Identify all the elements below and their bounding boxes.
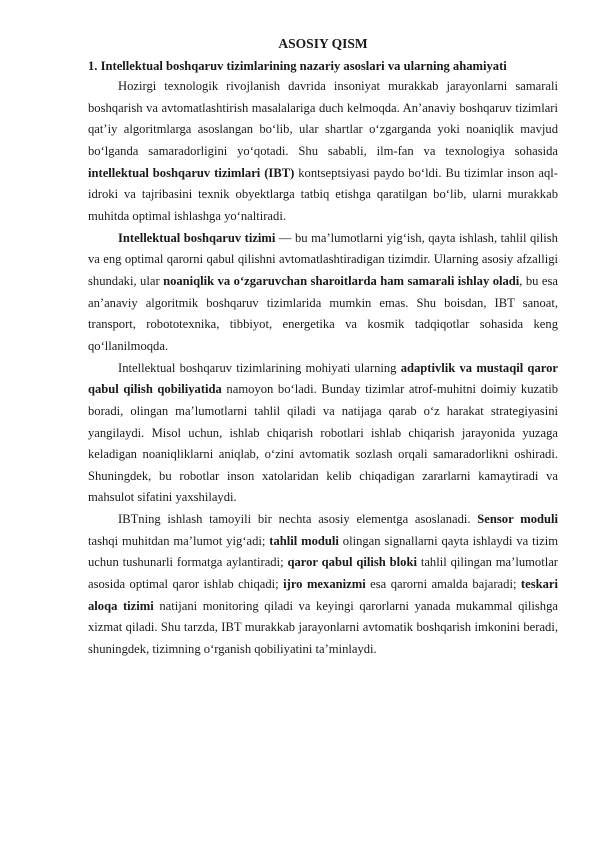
- paragraph-text: Hozirgi texnologik rivojlanish davrida insoniyat murakkab jarayonlarni samarali boshqarish va avtomatlashtirish masalalariga duch kelmoqda. An’anaviy boshqaruv tizimlari qat’iy algoritmlarga asoslangan bo‘lib, ular shartlar o‘zgarganda yoki noaniqlik mavjud bo‘lganda samaradorligini yo‘qotadi. Shu sababli, ilm-fan va texnologiya sohasida: [88, 79, 558, 158]
- section-heading: 1. Intellektual boshqaruv tizimlarining nazariy asoslari va ularning ahamiyati: [88, 59, 507, 73]
- bold-term: ijro mexanizmi: [283, 577, 366, 592]
- paragraph-text: esa qarorni amalda bajaradi;: [365, 577, 521, 592]
- bold-term: Sensor moduli: [477, 512, 558, 527]
- paragraph: [88, 76, 558, 228]
- bold-term: tahlil moduli: [269, 533, 339, 548]
- paragraph-text: tashqi muhitdan ma’lumot yig‘adi;: [88, 533, 270, 548]
- paragraph-text: , bu esa an’anaviy algoritmik boshqaruv tizimlarida mumkin emas. Shu boisdan, IBT sanoat, transport, robototexnika, tibbiyot, energetika va kosmik tadqiqotlar sohasida keng qo‘llanilmoqda.: [88, 273, 558, 353]
- bold-term: teskari aloqa tizimi: [88, 577, 558, 613]
- paragraph-text: IBTning ishlash tamoyili bir nechta asosiy elementga asoslanadi.: [118, 512, 478, 527]
- paragraph: [88, 509, 558, 661]
- page-title: ASOSIY QISM: [278, 36, 368, 51]
- document-page: [88, 34, 558, 661]
- paragraph-text: kontseptsiyasi paydo bo‘ldi. Bu tizimlar inson aql-idroki va tajribasini texnik obyektlarga tatbiq etishga qaratilgan bo‘lib, ularni murakkab muhitda optimal ishlashga yo‘naltiradi.: [88, 165, 558, 223]
- paragraph-text: olingan signallarni qayta ishlaydi va tizim uchun tushunarli formatga aylantiradi;: [88, 533, 558, 570]
- paragraph-text: tahlil qilingan ma’lumotlar asosida optimal qaror ishlab chiqadi;: [88, 555, 558, 592]
- bold-term: Intellektual boshqaruv tizimi: [118, 230, 276, 245]
- paragraph-text: namoyon bo‘ladi. Bunday tizimlar atrof-muhitni doimiy kuzatib boradi, olingan ma’lumotlarni tahlil qiladi va natijaga qarab o‘z harakat strategiyasini yangilaydi. Misol uchun, ishlab chiqarish robotlari ishlab chiqarish jarayonida yuzaga keladigan noaniqliklarni aniqlab, o‘zini avtomatik sozlash orqali samaradorlikni oshiradi. Shuningdek, bu robotlar inson xatolaridan kelib chiqadigan zararlarni kamaytiradi va mahsulot sifatini yaxshilaydi.: [88, 382, 558, 505]
- paragraph-text: — bu ma’lumotlarni yig‘ish, qayta ishlash, tahlil qilish va eng optimal qarorni qabul qilishni avtomatlashtiradigan tizimdir. Ularning asosiy afzalligi shundaki, ular: [88, 230, 558, 288]
- paragraph: [88, 358, 558, 510]
- paragraph: [88, 228, 558, 358]
- bold-term: qaror qabul qilish bloki: [287, 555, 417, 570]
- paragraph-text: Intellektual boshqaruv tizimlarining mohiyati ularning: [118, 360, 401, 375]
- bold-term: intellektual boshqaruv tizimlari (IBT): [88, 165, 295, 180]
- bold-term: adaptivlik va mustaqil qaror qabul qilish qobiliyatida: [88, 360, 558, 397]
- paragraph-text: natijani monitoring qiladi va keyingi qarorlarni yanada mukammal qilishga xizmat qiladi. Shu tarzda, IBT murakkab jarayonlarni avtomatik boshqarish imkonini beradi, shuningdek, tizimning o‘rganish qobiliyatini ta’minlaydi.: [88, 598, 558, 657]
- bold-term: noaniqlik va o‘zgaruvchan sharoitlarda ham samarali ishlay oladi: [163, 273, 520, 288]
